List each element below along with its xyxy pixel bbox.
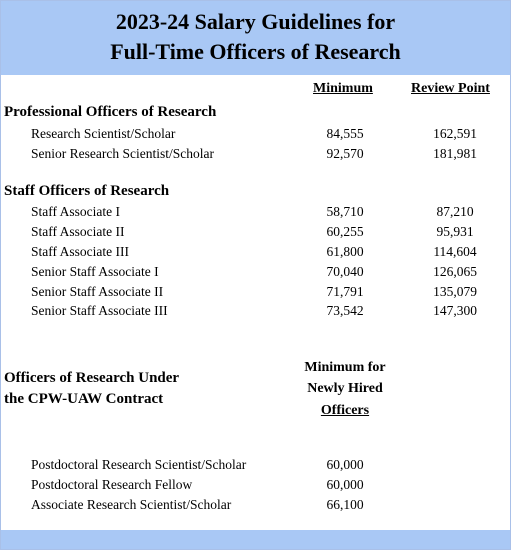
table-cell-review-point: 181,981 — [433, 146, 477, 161]
column-header-cpw-line-1: Minimum for — [304, 360, 386, 375]
table-row-title: Staff Associate II — [31, 224, 125, 239]
column-header-review-point: Review Point — [411, 81, 490, 96]
table-cell-minimum: 58,710 — [326, 204, 364, 219]
table-cell-minimum: 66,100 — [326, 497, 364, 512]
section-heading-professional: Professional Officers of Research — [4, 104, 217, 120]
title-line-2: Full-Time Officers of Research — [110, 39, 401, 64]
table-row-title: Senior Staff Associate I — [31, 264, 159, 279]
table-cell-minimum: 60,000 — [326, 457, 364, 472]
table-row-title: Postdoctoral Research Fellow — [31, 477, 193, 492]
table-row-title: Staff Associate I — [31, 204, 120, 219]
table-cell-review-point: 114,604 — [433, 244, 477, 259]
column-header-minimum: Minimum — [313, 81, 373, 96]
table-cell-minimum: 60,255 — [326, 224, 364, 239]
table-cell-minimum: 71,791 — [326, 284, 364, 299]
table-cell-review-point: 135,079 — [433, 284, 477, 299]
table-cell-minimum: 60,000 — [326, 477, 364, 492]
section-heading-cpw-line-2: the CPW-UAW Contract — [4, 391, 164, 407]
table-cell-minimum: 73,542 — [326, 303, 364, 318]
table-row-title: Research Scientist/Scholar — [31, 126, 176, 141]
column-header-cpw-line-3: Officers — [320, 403, 370, 418]
table-cell-review-point: 162,591 — [433, 126, 477, 141]
table-row-title: Staff Associate III — [31, 244, 129, 259]
table-cell-review-point: 147,300 — [433, 303, 477, 318]
table-cell-review-point: 126,065 — [433, 264, 477, 279]
table-cell-minimum: 70,040 — [326, 264, 364, 279]
section-heading-cpw-line-1: Officers of Research Under — [4, 370, 180, 386]
title-banner — [1, 1, 510, 75]
table-row-title: Postdoctoral Research Scientist/Scholar — [31, 457, 247, 472]
table-cell-minimum: 61,800 — [326, 244, 364, 259]
footer-banner — [1, 530, 510, 549]
table-cell-review-point: 95,931 — [436, 224, 474, 239]
table-row-title: Associate Research Scientist/Scholar — [31, 497, 232, 512]
title-line-1: 2023-24 Salary Guidelines for — [115, 9, 396, 34]
table-cell-minimum: 84,555 — [326, 126, 364, 141]
column-header-cpw-line-2: Newly Hired — [307, 381, 383, 396]
table-row-title: Senior Staff Associate II — [31, 284, 164, 299]
table-cell-review-point: 87,210 — [436, 204, 474, 219]
section-heading-staff: Staff Officers of Research — [4, 183, 170, 199]
table-row-title: Senior Research Scientist/Scholar — [31, 146, 214, 161]
table-row-title: Senior Staff Associate III — [31, 303, 168, 318]
table-cell-minimum: 92,570 — [326, 146, 364, 161]
